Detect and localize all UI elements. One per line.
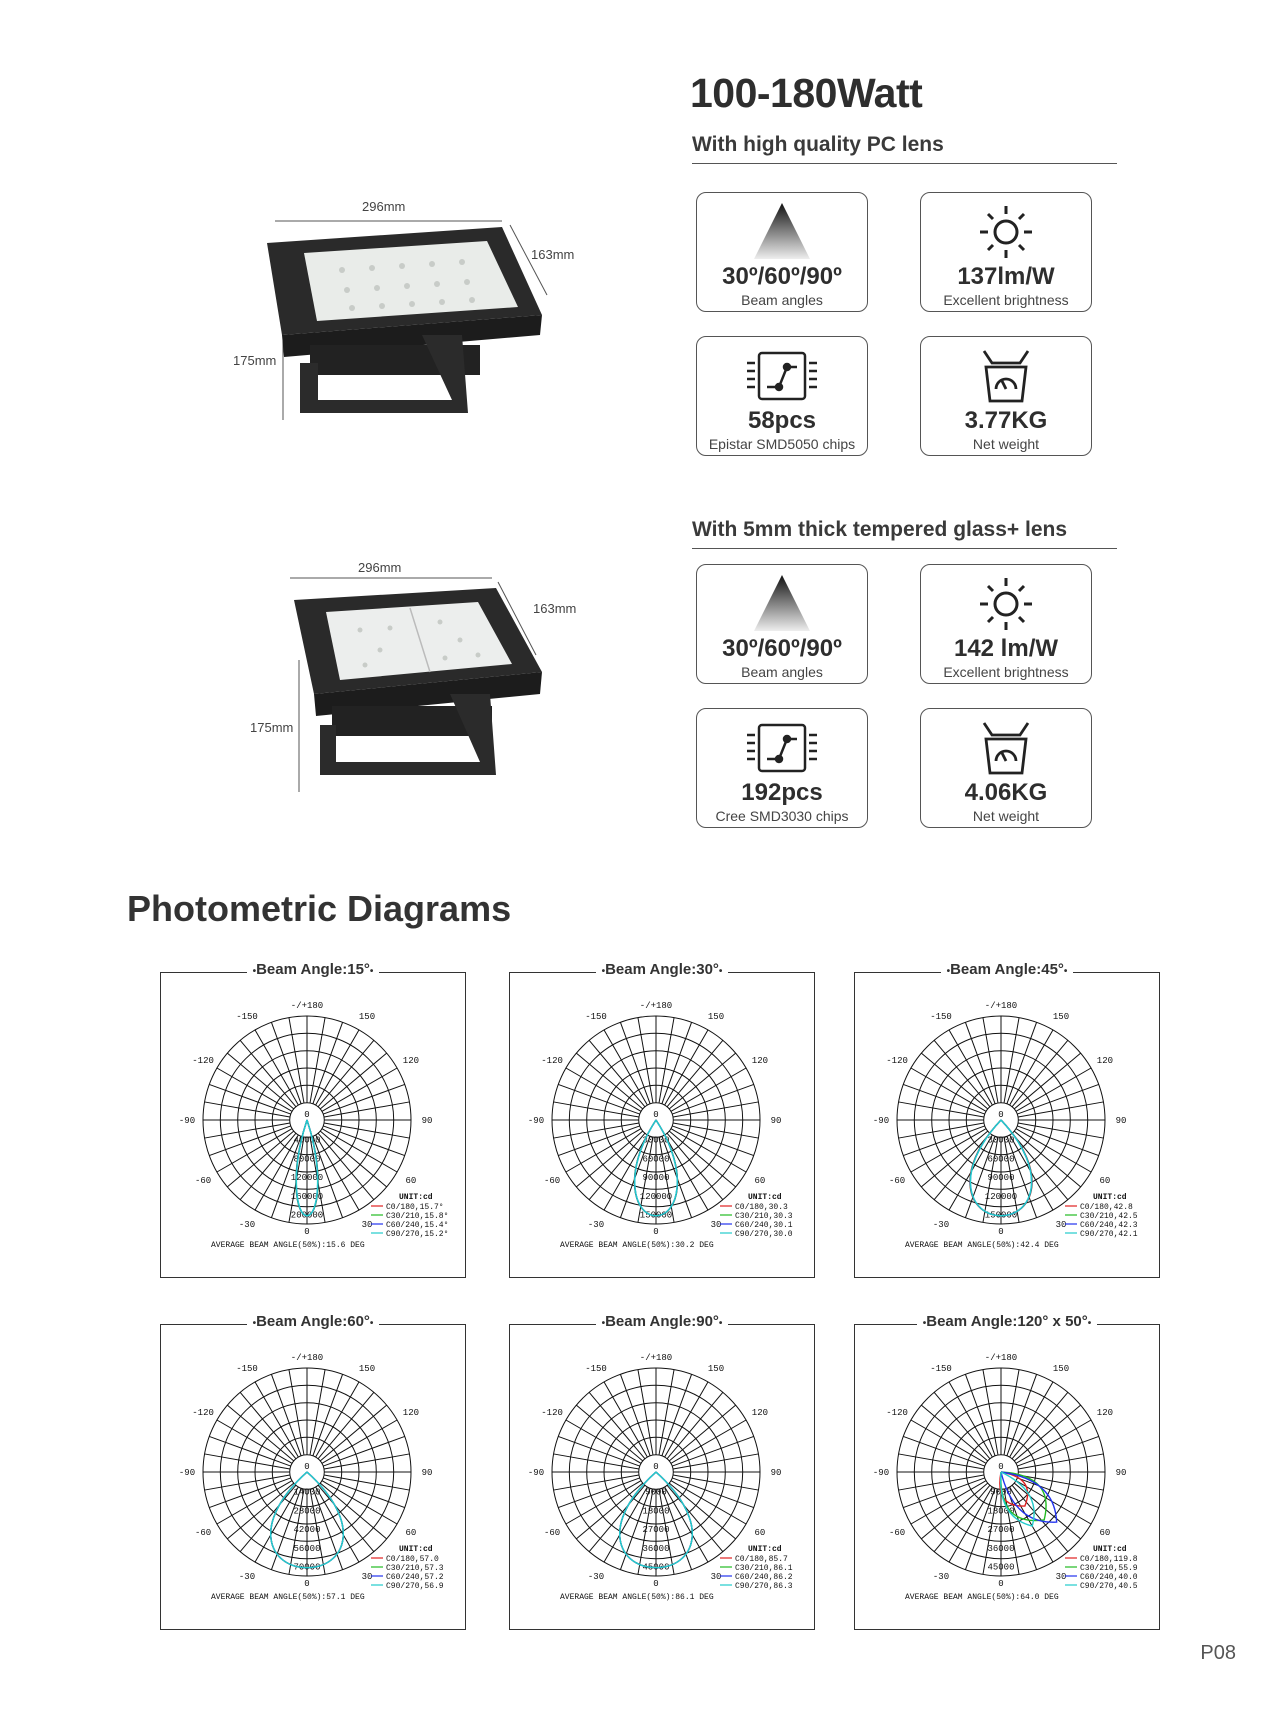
polar-angle-label: 30 xyxy=(1055,1571,1067,1582)
radial-tick-label: 28000 xyxy=(293,1506,321,1517)
spec-label: Beam angles xyxy=(741,292,823,308)
polar-grid-spoke xyxy=(318,1392,374,1458)
polar-grid-spoke xyxy=(589,1392,645,1458)
legend-entry: C30/210,86.1 xyxy=(735,1564,793,1573)
polar-angle-label: -/+180 xyxy=(290,1001,324,1011)
radial-tick-label: 30000 xyxy=(987,1135,1015,1146)
polar-angle-label: -/+180 xyxy=(639,1001,673,1011)
polar-angle-label: 150 xyxy=(358,1364,376,1375)
spec-label: Epistar SMD5050 chips xyxy=(708,436,856,452)
polar-grid-spoke xyxy=(921,1053,987,1109)
polar-grid-spoke xyxy=(576,1405,642,1461)
polar-angle-label: 150 xyxy=(358,1012,376,1023)
polar-grid-spoke xyxy=(576,1053,642,1109)
legend-entry: C90/270,30.0 xyxy=(735,1230,793,1239)
photometric-diagram xyxy=(854,961,1160,1278)
diagram-title: • Beam Angle:120° x 50° • xyxy=(917,1313,1098,1330)
polar-grid-spoke xyxy=(318,1485,374,1551)
legend-entry: C0/180,85.7 xyxy=(735,1555,788,1564)
polar-grid-spoke xyxy=(227,1131,293,1187)
legend-entry: C90/270,42.1 xyxy=(1080,1230,1138,1239)
legend-entry: C0/180,57.0 xyxy=(386,1555,439,1564)
dimension-height: 175mm xyxy=(233,353,277,368)
radial-tick-label: 60000 xyxy=(987,1154,1015,1165)
polar-grid-spoke xyxy=(227,1483,293,1539)
diagram-title: • Beam Angle:45° • xyxy=(941,961,1074,978)
chip-icon xyxy=(697,717,867,779)
spec-card-weight xyxy=(920,336,1092,456)
radial-tick-label: 90000 xyxy=(642,1173,670,1184)
polar-angle-label: -60 xyxy=(194,1176,212,1186)
polar-grid-spoke xyxy=(240,1040,296,1106)
polar-angle-label: 90 xyxy=(770,1116,782,1126)
radial-tick-label: 9000 xyxy=(645,1487,667,1498)
diagram-title: • Beam Angle:60° • xyxy=(247,1313,380,1330)
polar-center-label: 0 xyxy=(653,1110,659,1120)
radial-tick-label: 160000 xyxy=(290,1191,324,1202)
legend-entry: C0/180,42.8 xyxy=(1080,1203,1133,1212)
sun-icon xyxy=(921,573,1091,635)
polar-angle-label: 0 xyxy=(998,1579,1004,1589)
polar-angle-label: 120 xyxy=(402,1056,420,1066)
polar-angle-label: -120 xyxy=(541,1408,563,1418)
polar-angle-label: 90 xyxy=(421,1116,433,1126)
polar-grid-spoke xyxy=(227,1053,293,1109)
polar-angle-label: -30 xyxy=(932,1571,950,1582)
dimension-depth: 163mm xyxy=(533,601,577,616)
radial-tick-label: 56000 xyxy=(293,1543,321,1554)
polar-angle-label: -30 xyxy=(238,1571,256,1582)
radial-tick-label: 40000 xyxy=(293,1135,321,1146)
polar-angle-label: 0 xyxy=(998,1227,1004,1237)
polar-center-label: 0 xyxy=(653,1462,659,1472)
legend-entry: C30/210,42.5 xyxy=(1080,1212,1138,1221)
floodlight-product-image xyxy=(222,195,582,435)
polar-angle-label: 30 xyxy=(1055,1219,1067,1230)
polar-angle-label: 90 xyxy=(1115,1116,1127,1126)
legend-entry: C0/180,119.8 xyxy=(1080,1555,1138,1564)
radial-tick-label: 27000 xyxy=(642,1525,670,1536)
polar-angle-label: 120 xyxy=(751,1408,769,1418)
average-beam-angle: AVERAGE BEAM ANGLE(50%):64.0 DEG xyxy=(905,1593,1059,1602)
polar-grid-spoke xyxy=(934,1040,990,1106)
average-beam-angle: AVERAGE BEAM ANGLE(50%):57.1 DEG xyxy=(211,1593,365,1602)
polar-angle-label: 120 xyxy=(402,1408,420,1418)
beam-cone-icon xyxy=(697,573,867,635)
legend-entry: C90/270,56.9 xyxy=(386,1582,444,1591)
polar-grid-spoke xyxy=(669,1053,735,1109)
dimension-width: 296mm xyxy=(362,199,406,214)
polar-angle-label: -90 xyxy=(872,1468,890,1478)
polar-angle-label: 0 xyxy=(304,1227,310,1237)
polar-angle-label: 120 xyxy=(1096,1408,1114,1418)
spec-card-chips xyxy=(696,336,868,456)
photometric-diagram xyxy=(160,961,466,1278)
legend-entry: C30/210,57.3 xyxy=(386,1564,444,1573)
section-divider xyxy=(692,548,1117,549)
polar-grid-spoke xyxy=(240,1392,296,1458)
legend-entry: C0/180,30.3 xyxy=(735,1203,788,1212)
page-number: P08 xyxy=(1200,1642,1236,1664)
polar-grid-spoke xyxy=(1014,1405,1080,1461)
spec-value: 4.06KG xyxy=(964,779,1048,806)
spec-label: Excellent brightness xyxy=(943,664,1069,680)
polar-angle-label: -60 xyxy=(888,1528,906,1538)
polar-angle-label: -120 xyxy=(192,1056,214,1066)
radial-tick-label: 120000 xyxy=(984,1191,1018,1202)
polar-angle-label: -150 xyxy=(585,1364,607,1375)
polar-grid-spoke xyxy=(667,1392,723,1458)
polar-angle-label: -150 xyxy=(930,1364,952,1375)
dimension-depth: 163mm xyxy=(531,247,575,262)
polar-angle-label: 30 xyxy=(361,1571,373,1582)
polar-grid-spoke xyxy=(669,1131,735,1187)
average-beam-angle: AVERAGE BEAM ANGLE(50%):86.1 DEG xyxy=(560,1593,714,1602)
spec-label: Net weight xyxy=(972,436,1040,452)
polar-angle-label: 90 xyxy=(1115,1468,1127,1478)
section-heading-pc-lens: With high quality PC lens xyxy=(692,133,944,156)
polar-grid-spoke xyxy=(240,1485,296,1551)
polar-grid-spoke xyxy=(320,1483,386,1539)
unit-label: UNIT:cd xyxy=(748,1193,782,1202)
polar-angle-label: 60 xyxy=(405,1528,417,1538)
polar-grid-spoke xyxy=(669,1483,735,1539)
polar-grid-spoke xyxy=(589,1040,645,1106)
floodlight-product-image-glass xyxy=(240,560,580,800)
spec-card-beam-angles xyxy=(696,192,868,312)
polar-grid-spoke xyxy=(576,1483,642,1539)
spec-card-brightness xyxy=(920,192,1092,312)
radial-tick-label: 120000 xyxy=(290,1173,324,1184)
section-heading-tempered-glass: With 5mm thick tempered glass+ lens xyxy=(692,518,1068,541)
unit-label: UNIT:cd xyxy=(1093,1545,1127,1554)
polar-grid-spoke xyxy=(320,1053,386,1109)
average-beam-angle: AVERAGE BEAM ANGLE(50%):42.4 DEG xyxy=(905,1241,1059,1250)
spec-value: 58pcs xyxy=(747,407,817,434)
polar-angle-label: 90 xyxy=(421,1468,433,1478)
polar-angle-label: -60 xyxy=(543,1528,561,1538)
radial-tick-label: 45000 xyxy=(642,1562,670,1573)
polar-angle-label: 30 xyxy=(710,1571,722,1582)
polar-angle-label: -30 xyxy=(587,1219,605,1230)
polar-angle-label: 150 xyxy=(1052,1012,1070,1023)
polar-angle-label: -30 xyxy=(238,1219,256,1230)
polar-angle-label: -90 xyxy=(178,1468,196,1478)
polar-angle-label: -30 xyxy=(932,1219,950,1230)
polar-angle-label: -/+180 xyxy=(290,1353,324,1363)
polar-angle-label: -90 xyxy=(178,1116,196,1126)
radial-tick-label: 80000 xyxy=(293,1154,321,1165)
polar-grid-spoke xyxy=(1014,1131,1080,1187)
polar-grid-spoke xyxy=(318,1040,374,1106)
polar-grid-spoke xyxy=(1012,1392,1068,1458)
legend-entry: C60/240,15.4° xyxy=(386,1221,449,1230)
polar-grid-spoke xyxy=(1012,1133,1068,1199)
beam-cone-icon xyxy=(697,201,867,263)
legend-entry: C0/180,15.7° xyxy=(386,1203,444,1212)
polar-grid-spoke xyxy=(320,1131,386,1187)
polar-grid-spoke xyxy=(589,1485,645,1551)
polar-grid-spoke xyxy=(227,1405,293,1461)
polar-angle-label: 120 xyxy=(1096,1056,1114,1066)
page-title: 100-180Watt xyxy=(690,70,923,116)
unit-label: UNIT:cd xyxy=(1093,1193,1127,1202)
polar-grid-spoke xyxy=(1014,1053,1080,1109)
legend-entry: C60/240,40.0 xyxy=(1080,1573,1138,1582)
photometric-title: Photometric Diagrams xyxy=(127,888,512,929)
polar-grid-spoke xyxy=(318,1133,374,1199)
polar-grid-spoke xyxy=(934,1392,990,1458)
spec-value: 142 lm/W xyxy=(953,635,1059,662)
radial-tick-label: 60000 xyxy=(642,1154,670,1165)
polar-angle-label: -/+180 xyxy=(984,1001,1018,1011)
spec-card-weight xyxy=(920,708,1092,828)
polar-angle-label: -150 xyxy=(236,1364,258,1375)
radial-tick-label: 9000 xyxy=(990,1487,1012,1498)
radial-tick-label: 150000 xyxy=(639,1210,673,1221)
radial-tick-label: 36000 xyxy=(642,1543,670,1554)
photometric-diagram xyxy=(509,961,815,1278)
polar-angle-label: -120 xyxy=(192,1408,214,1418)
polar-angle-label: 60 xyxy=(405,1176,417,1186)
legend-entry: C60/240,57.2 xyxy=(386,1573,444,1582)
polar-angle-label: -/+180 xyxy=(639,1353,673,1363)
unit-label: UNIT:cd xyxy=(399,1545,433,1554)
polar-angle-label: 90 xyxy=(770,1468,782,1478)
spec-card-brightness xyxy=(920,564,1092,684)
radial-tick-label: 36000 xyxy=(987,1543,1015,1554)
radial-tick-label: 150000 xyxy=(984,1210,1018,1221)
polar-angle-label: -60 xyxy=(194,1528,212,1538)
legend-entry: C30/210,15.8° xyxy=(386,1212,449,1221)
polar-angle-label: 30 xyxy=(361,1219,373,1230)
legend-entry: C60/240,86.2 xyxy=(735,1573,793,1582)
radial-tick-label: 70000 xyxy=(293,1562,321,1573)
polar-grid-spoke xyxy=(667,1040,723,1106)
photometric-diagram xyxy=(854,1313,1160,1630)
polar-grid-spoke xyxy=(921,1405,987,1461)
average-beam-angle: AVERAGE BEAM ANGLE(50%):15.6 DEG xyxy=(211,1241,365,1250)
polar-angle-label: -150 xyxy=(236,1012,258,1023)
spec-value: 30º/60º/90º xyxy=(722,635,842,662)
polar-angle-label: 60 xyxy=(754,1528,766,1538)
legend-entry: C30/210,55.9 xyxy=(1080,1564,1138,1573)
chip-icon xyxy=(697,345,867,407)
spec-label: Cree SMD3030 chips xyxy=(715,808,849,824)
polar-center-label: 0 xyxy=(998,1110,1004,1120)
polar-angle-label: 30 xyxy=(710,1219,722,1230)
polar-angle-label: 0 xyxy=(653,1227,659,1237)
polar-grid-spoke xyxy=(934,1485,990,1551)
polar-angle-label: 150 xyxy=(1052,1364,1070,1375)
legend-entry: C90/270,15.2° xyxy=(386,1230,449,1239)
polar-angle-label: -/+180 xyxy=(984,1353,1018,1363)
section-divider xyxy=(692,163,1117,164)
polar-angle-label: -60 xyxy=(543,1176,561,1186)
unit-label: UNIT:cd xyxy=(748,1545,782,1554)
photometric-diagram xyxy=(160,1313,466,1630)
polar-angle-label: 150 xyxy=(707,1012,725,1023)
radial-tick-label: 18000 xyxy=(642,1506,670,1517)
polar-center-label: 0 xyxy=(998,1462,1004,1472)
legend-entry: C60/240,42.3 xyxy=(1080,1221,1138,1230)
legend-entry: C90/270,40.5 xyxy=(1080,1582,1138,1591)
polar-angle-label: -60 xyxy=(888,1176,906,1186)
photometric-diagram xyxy=(509,1313,815,1630)
radial-tick-label: 30000 xyxy=(642,1135,670,1146)
spec-label: Beam angles xyxy=(741,664,823,680)
polar-grid-spoke xyxy=(667,1485,723,1551)
polar-angle-label: 0 xyxy=(304,1579,310,1589)
radial-tick-label: 45000 xyxy=(987,1562,1015,1573)
diagram-title: • Beam Angle:15° • xyxy=(247,961,380,978)
polar-grid-spoke xyxy=(921,1483,987,1539)
polar-angle-label: 60 xyxy=(1099,1176,1111,1186)
dimension-height: 175mm xyxy=(250,720,294,735)
spec-value: 3.77KG xyxy=(964,407,1048,434)
polar-angle-label: -120 xyxy=(541,1056,563,1066)
radial-tick-label: 18000 xyxy=(987,1506,1015,1517)
polar-angle-label: 150 xyxy=(707,1364,725,1375)
scale-icon xyxy=(921,717,1091,779)
spec-value: 137lm/W xyxy=(957,263,1055,290)
spec-label: Net weight xyxy=(972,808,1040,824)
sun-icon xyxy=(921,201,1091,263)
polar-angle-label: -90 xyxy=(527,1468,545,1478)
polar-grid-spoke xyxy=(240,1133,296,1199)
radial-tick-label: 120000 xyxy=(639,1191,673,1202)
radial-tick-label: 90000 xyxy=(987,1173,1015,1184)
spec-label: Excellent brightness xyxy=(943,292,1069,308)
polar-angle-label: -150 xyxy=(930,1012,952,1023)
polar-grid-spoke xyxy=(669,1405,735,1461)
spec-card-chips xyxy=(696,708,868,828)
polar-grid-spoke xyxy=(320,1405,386,1461)
radial-tick-label: 14000 xyxy=(293,1487,321,1498)
spec-value: 30º/60º/90º xyxy=(722,263,842,290)
radial-tick-label: 42000 xyxy=(293,1525,321,1536)
dimension-width: 296mm xyxy=(358,560,402,575)
scale-icon xyxy=(921,345,1091,407)
polar-angle-label: -30 xyxy=(587,1571,605,1582)
polar-grid-spoke xyxy=(934,1133,990,1199)
polar-angle-label: 60 xyxy=(754,1176,766,1186)
average-beam-angle: AVERAGE BEAM ANGLE(50%):30.2 DEG xyxy=(560,1241,714,1250)
diagram-title: • Beam Angle:90° • xyxy=(596,1313,729,1330)
polar-angle-label: -120 xyxy=(886,1056,908,1066)
polar-angle-label: 120 xyxy=(751,1056,769,1066)
polar-grid-spoke xyxy=(1014,1483,1080,1539)
polar-angle-label: -120 xyxy=(886,1408,908,1418)
polar-angle-label: 0 xyxy=(653,1579,659,1589)
polar-angle-label: 60 xyxy=(1099,1528,1111,1538)
legend-entry: C30/210,30.3 xyxy=(735,1212,793,1221)
polar-angle-label: -90 xyxy=(527,1116,545,1126)
spec-value: 192pcs xyxy=(741,779,823,806)
unit-label: UNIT:cd xyxy=(399,1193,433,1202)
diagram-title: • Beam Angle:30° • xyxy=(596,961,729,978)
polar-grid-spoke xyxy=(576,1131,642,1187)
polar-center-label: 0 xyxy=(304,1462,310,1472)
spec-card-beam-angles xyxy=(696,564,868,684)
polar-grid-spoke xyxy=(921,1131,987,1187)
radial-tick-label: 27000 xyxy=(987,1525,1015,1536)
legend-entry: C60/240,30.1 xyxy=(735,1221,793,1230)
legend-entry: C90/270,86.3 xyxy=(735,1582,793,1591)
radial-tick-label: 200000 xyxy=(290,1210,324,1221)
polar-center-label: 0 xyxy=(304,1110,310,1120)
polar-angle-label: -150 xyxy=(585,1012,607,1023)
polar-grid-spoke xyxy=(1012,1040,1068,1106)
polar-angle-label: -90 xyxy=(872,1116,890,1126)
